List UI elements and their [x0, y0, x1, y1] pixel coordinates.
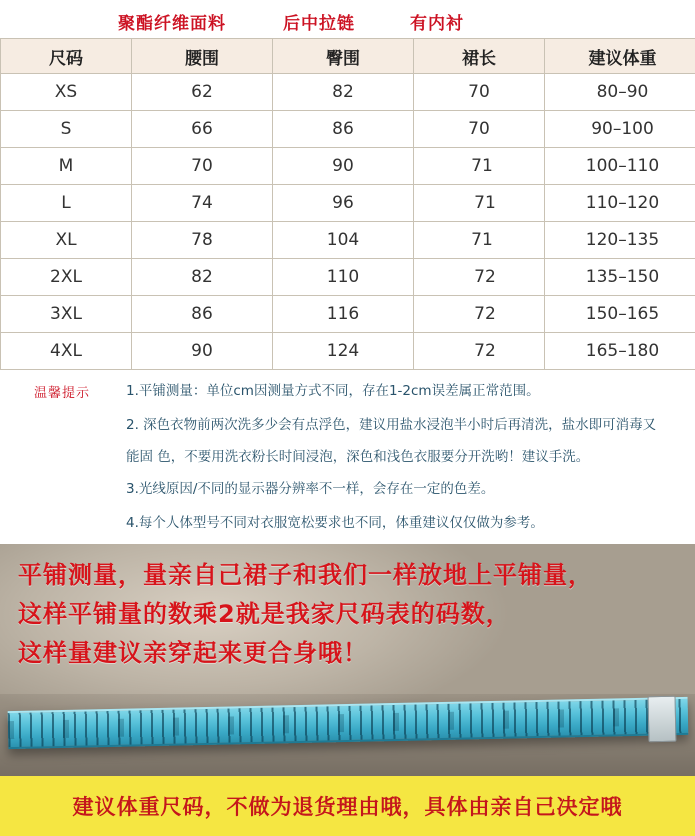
cell-waist: 82: [132, 259, 273, 296]
cell-weight: 90–100: [545, 111, 695, 148]
cell-weight: 150–165: [545, 296, 695, 333]
notes-section: [0, 370, 695, 544]
header-tag-fabric: 聚酯纤维面料: [118, 9, 226, 34]
cell-waist: 90: [132, 333, 273, 370]
cell-size: XL: [1, 222, 132, 259]
banner-line-1: 平铺测量，量亲自己裙子和我们一样放地上平铺量，: [18, 556, 678, 595]
table-row: [1, 111, 695, 148]
cell-waist: 74: [132, 185, 273, 222]
cell-length: 71: [414, 148, 545, 185]
cell-weight: 120–135: [545, 222, 695, 259]
cell-size: XS: [1, 74, 132, 111]
column-header-hip: 臀围: [273, 39, 414, 74]
note-line-4: 4.每个人体型号不同对衣服宽松要求也不同，体重建议仅仅做为参考。: [0, 512, 695, 534]
cell-size: 4XL: [1, 333, 132, 370]
bottom-disclaimer-bar: [0, 776, 695, 836]
cell-length: 70: [414, 74, 545, 111]
cell-size: 3XL: [1, 296, 132, 333]
cell-hip: 86: [273, 111, 414, 148]
table-row: [1, 333, 695, 370]
cell-hip: 82: [273, 74, 414, 111]
cell-weight: 135–150: [545, 259, 695, 296]
header-tag-zipper: 后中拉链: [283, 9, 355, 34]
cell-hip: 110: [273, 259, 414, 296]
size-chart-table: [0, 38, 695, 370]
note-line-2-cont: 能固 色，不要用洗衣粉长时间浸泡，深色和浅色衣服要分开洗哟！建议手洗。: [0, 446, 695, 468]
cell-waist: 70: [132, 148, 273, 185]
cell-length: 70: [414, 111, 545, 148]
table-row: [1, 148, 695, 185]
cell-weight: 165–180: [545, 333, 695, 370]
note-line-1: 1.平铺测量：单位cm因测量方式不同，存在1-2cm误差属正常范围。: [0, 380, 695, 402]
column-header-weight: 建议体重: [545, 39, 695, 74]
cell-hip: 90: [273, 148, 414, 185]
table-header-row: [1, 39, 695, 74]
cell-waist: 62: [132, 74, 273, 111]
measure-banner: [0, 544, 695, 776]
cell-length: 72: [414, 333, 545, 370]
cell-length: 71: [414, 185, 545, 222]
cell-hip: 124: [273, 333, 414, 370]
table-row: [1, 259, 695, 296]
banner-line-3: 这样量建议亲穿起来更合身哦！: [18, 634, 678, 673]
cell-waist: 66: [132, 111, 273, 148]
column-header-waist: 腰围: [132, 39, 273, 74]
table-row: [1, 222, 695, 259]
cell-size: M: [1, 148, 132, 185]
cell-size: 2XL: [1, 259, 132, 296]
banner-line-2: 这样平铺量的数乘2就是我家尺码表的码数，: [18, 595, 678, 634]
bottom-disclaimer-text: 建议体重尺码，不做为退货理由哦，具体由亲自己决定哦: [73, 791, 623, 821]
cell-weight: 100–110: [545, 148, 695, 185]
tape-measure-end-clip: [648, 696, 677, 743]
note-line-2: 2. 深色衣物前两次洗多少会有点浮色，建议用盐水浸泡半小时后再清洗，盐水即可消毒又: [0, 414, 695, 436]
cell-length: 72: [414, 259, 545, 296]
cell-size: S: [1, 111, 132, 148]
table-row: [1, 296, 695, 333]
table-row: [1, 74, 695, 111]
notes-title: 温馨提示: [34, 382, 90, 401]
header-tag-row: [0, 0, 695, 38]
column-header-size: 尺码: [1, 39, 132, 74]
cell-hip: 96: [273, 185, 414, 222]
cell-length: 71: [414, 222, 545, 259]
cell-hip: 116: [273, 296, 414, 333]
cell-size: L: [1, 185, 132, 222]
cell-waist: 78: [132, 222, 273, 259]
column-header-length: 裙长: [414, 39, 545, 74]
cell-length: 72: [414, 296, 545, 333]
banner-text-block: [18, 556, 678, 673]
note-line-3: 3.光线原因/不同的显示器分辨率不一样，会存在一定的色差。: [0, 478, 695, 500]
cell-weight: 110–120: [545, 185, 695, 222]
cell-hip: 104: [273, 222, 414, 259]
table-row: [1, 185, 695, 222]
cell-weight: 80–90: [545, 74, 695, 111]
header-tag-lining: 有内衬: [410, 9, 464, 34]
cell-waist: 86: [132, 296, 273, 333]
